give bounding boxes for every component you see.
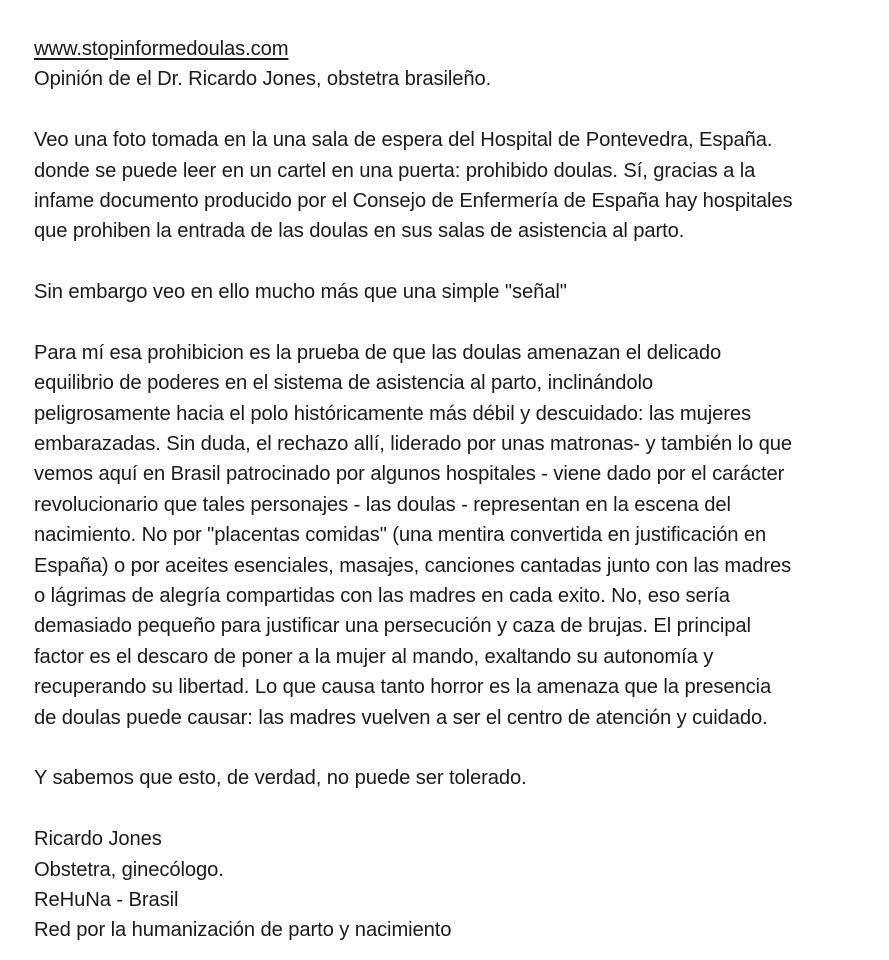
paragraph-2	[34, 277, 874, 307]
intro-line: Opinión de el Dr. Ricardo Jones, obstetra brasileño.	[34, 68, 492, 91]
paragraph-line: factor es el descaro de poner a la mujer al mando, exaltando su autonomía y	[34, 645, 714, 668]
paragraph-4	[34, 763, 874, 793]
header-line	[34, 34, 874, 64]
paragraph-line: donde se puede leer en un cartel en una puerta: prohibido doulas. Sí, gracias a la	[34, 159, 756, 182]
paragraph-line: Veo una foto tomada en la una sala de espera del Hospital de Pontevedra, España.	[34, 129, 773, 152]
paragraph-line: recuperando su libertad. Lo que causa tanto horror es la amenaza que la presencia	[34, 676, 772, 699]
paragraph-line: peligrosamente hacia el polo históricamente más débil y descuidado: las mujeres	[34, 402, 751, 425]
signature-org-desc: Red por la humanización de parto y nacimiento	[34, 919, 452, 942]
document-body	[34, 34, 874, 946]
paragraph-line: de doulas puede causar: las madres vuelven a ser el centro de atención y cuidado.	[34, 706, 768, 729]
paragraph-line: equilibrio de poderes en el sistema de asistencia al parto, inclinándolo	[34, 372, 653, 395]
paragraph-line: embarazadas. Sin duda, el rechazo allí, liderado por unas matronas- y también lo que	[34, 433, 793, 456]
spacer	[34, 95, 874, 125]
paragraph-line: infame documento producido por el Consejo de Enfermería de España hay hospitales	[34, 189, 793, 212]
paragraph-3	[34, 338, 874, 733]
spacer	[34, 247, 874, 277]
website-link[interactable]: www.stopinformedoulas.com	[34, 38, 289, 60]
paragraph-line: nacimiento. No por "placentas comidas" (una mentira convertida en justificación en	[34, 524, 767, 547]
paragraph-line: demasiado pequeño para justificar una persecución y caza de brujas. El principal	[34, 615, 751, 638]
paragraph-1	[34, 125, 874, 247]
signature-title: Obstetra, ginecólogo.	[34, 858, 224, 881]
spacer	[34, 308, 874, 338]
paragraph-line: Para mí esa prohibicion es la prueba de que las doulas amenazan el delicado	[34, 341, 722, 364]
paragraph-line: vemos aquí en Brasil patrocinado por algunos hospitales - viene dado por el carácter	[34, 463, 785, 486]
spacer	[34, 794, 874, 824]
signature-org: ReHuNa - Brasil	[34, 888, 179, 911]
paragraph-line: que prohiben la entrada de las doulas en sus salas de asistencia al parto.	[34, 220, 685, 243]
signature-block	[34, 824, 874, 946]
paragraph-line: revolucionario que tales personajes - las doulas - representan en la escena del	[34, 493, 731, 516]
paragraph-line: Sin embargo veo en ello mucho más que una simple "señal"	[34, 281, 567, 304]
spacer	[34, 733, 874, 763]
paragraph-line: España) o por aceites esenciales, masajes, canciones cantadas junto con las madres	[34, 554, 792, 577]
signature-name: Ricardo Jones	[34, 828, 162, 851]
paragraph-line: o lágrimas de alegría compartidas con las madres en cada exito. No, eso sería	[34, 585, 730, 608]
paragraph-line: Y sabemos que esto, de verdad, no puede ser tolerado.	[34, 767, 527, 790]
